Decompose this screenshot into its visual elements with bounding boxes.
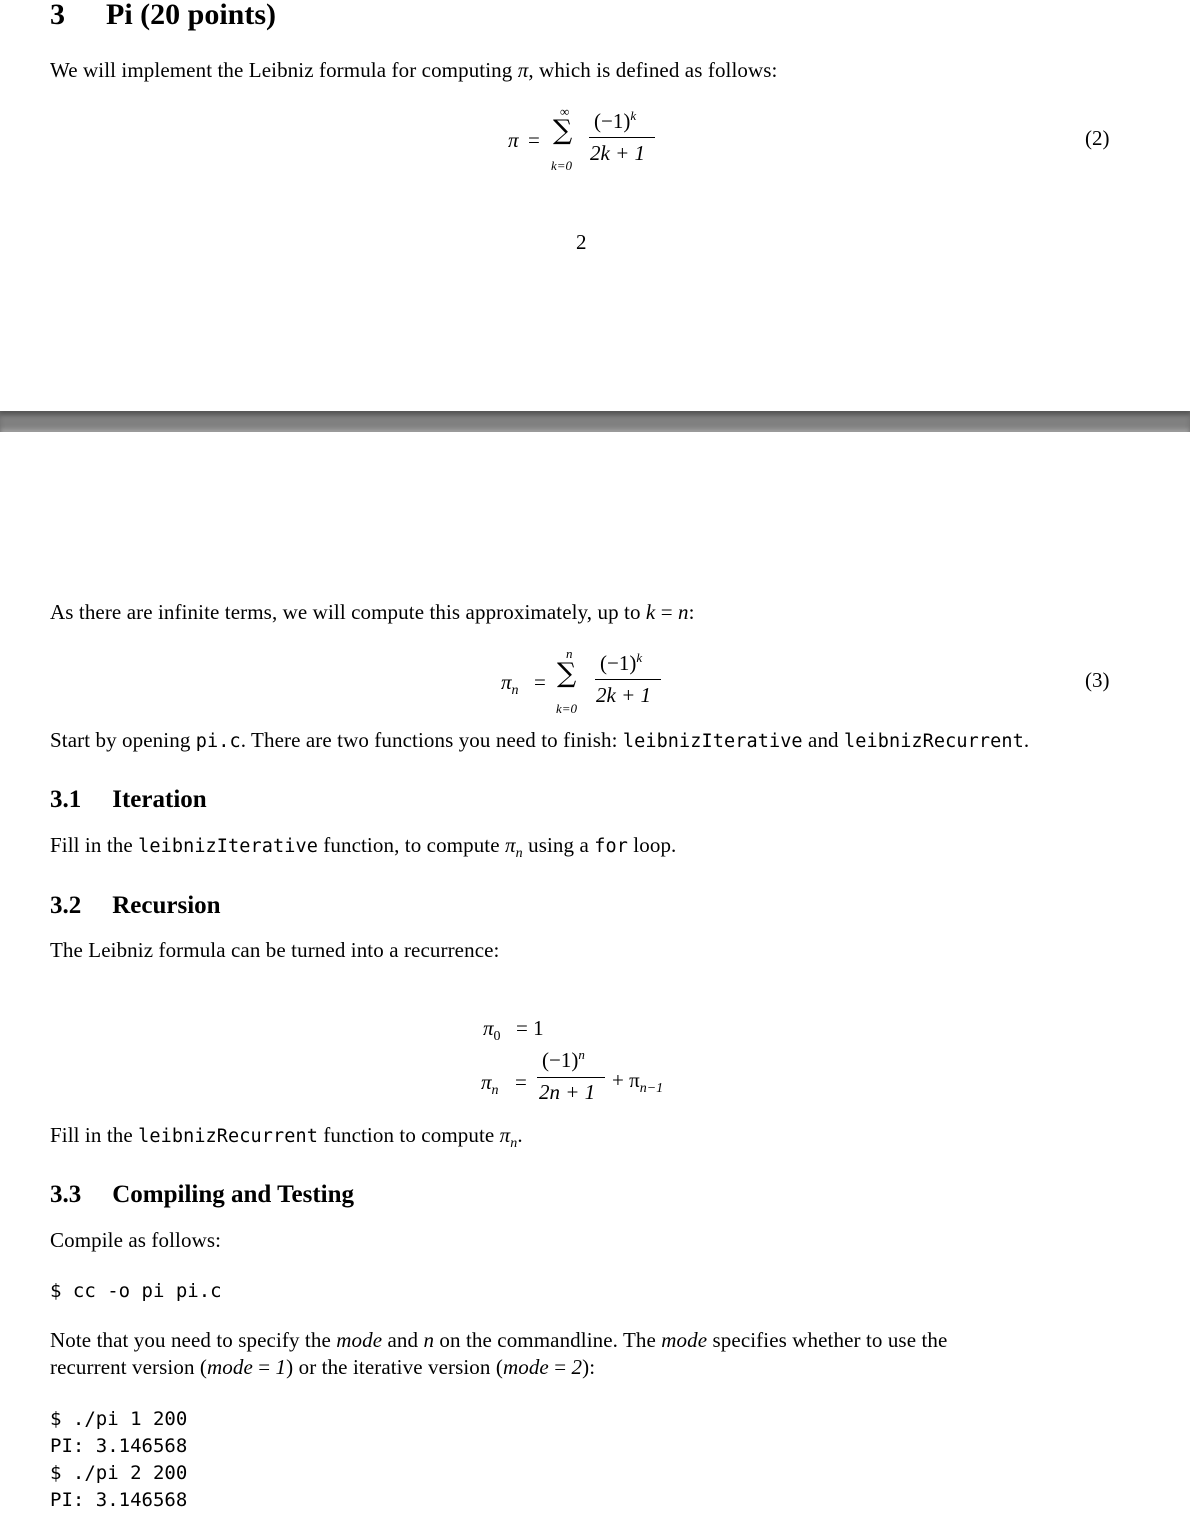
eq2-number: (2) xyxy=(1085,126,1110,150)
fill-recurrent-paragraph: Fill in the leibnizRecurrent function to compute $\pi_n$. xyxy=(50,1123,523,1152)
eq3-number: (3) xyxy=(1085,668,1110,692)
eq3-equals: = xyxy=(534,670,546,694)
eq2-fraction-bar xyxy=(589,137,655,138)
section-number: 3 xyxy=(50,0,65,31)
start-paragraph: Start by opening pi.c. There are two functions you need to finish: leibnizIterative and leibnizRecurrent. xyxy=(50,728,1030,752)
eq2-numerator: $(-1)^k$ xyxy=(594,108,637,133)
rn-equals: = xyxy=(515,1070,527,1094)
output-line: $ ./pi 1 200 xyxy=(50,1408,188,1430)
eq3-denominator: 2k + 1 xyxy=(596,683,651,707)
eq2-sum-bottom: k=0 xyxy=(551,158,573,173)
page-number: 2 xyxy=(576,230,587,254)
subsection-3-1-heading: 3.1 Iteration xyxy=(50,786,207,813)
r0-lhs: $\pi_0$ xyxy=(483,1016,501,1045)
output-line: PI: 3.146568 xyxy=(50,1489,188,1511)
note-line-1: Note that you need to specify the mode and n on the commandline. The mode specifies whether to use the xyxy=(50,1328,948,1352)
iteration-paragraph: Fill in the leibnizIterative function, to compute $\pi_n$ using a for loop. xyxy=(50,833,677,862)
recursion-paragraph: The Leibniz formula can be turned into a recurrence: xyxy=(50,938,500,962)
approx-paragraph: As there are infinite terms, we will compute this approximately, up to k = n: xyxy=(50,600,695,624)
rn-numerator: $(-1)^n$ xyxy=(542,1047,585,1072)
output-block xyxy=(50,1406,187,1514)
note-line-2: recurrent version (mode = 1) or the iterative version (mode = 2): xyxy=(50,1355,596,1379)
compile-command: $ cc -o pi pi.c xyxy=(50,1280,222,1302)
rn-fraction-bar xyxy=(537,1077,605,1078)
eq3-sigma-icon: ∑ xyxy=(557,658,577,689)
eq3-sum-top: n xyxy=(566,646,573,661)
eq2-sum-top: ∞ xyxy=(560,104,570,119)
subsection-3-2-heading: 3.2 Recursion xyxy=(50,892,221,919)
eq3-numerator: $(-1)^k$ xyxy=(600,650,643,675)
subsection-3-3-heading: 3.3 Compiling and Testing xyxy=(50,1181,355,1208)
rn-lhs: $\pi_n$ xyxy=(481,1070,499,1099)
eq3-fraction-bar xyxy=(595,679,661,680)
eq2-denominator: 2k + 1 xyxy=(590,141,645,165)
intro-paragraph: We will implement the Leibniz formula for computing π, which is defined as follows: xyxy=(50,58,778,82)
eq3-sum-bottom: k=0 xyxy=(556,701,578,716)
section-title: Pi (20 points) xyxy=(106,0,277,31)
eq3-lhs: $\pi_n$ xyxy=(501,670,519,699)
rn-plus-term: + $\pi_{n-1}$ xyxy=(612,1068,664,1097)
output-line: $ ./pi 2 200 xyxy=(50,1462,188,1484)
eq2-lhs: π xyxy=(508,128,519,152)
eq2-equals: = xyxy=(528,128,540,152)
rn-denominator: 2n + 1 xyxy=(539,1080,596,1104)
compile-paragraph: Compile as follows: xyxy=(50,1228,222,1252)
page-separator xyxy=(0,411,1190,432)
section-heading xyxy=(50,0,276,32)
eq2-sigma-icon: ∑ xyxy=(553,115,573,146)
output-line: PI: 3.146568 xyxy=(50,1435,188,1457)
r0-rhs: = 1 xyxy=(516,1016,544,1040)
